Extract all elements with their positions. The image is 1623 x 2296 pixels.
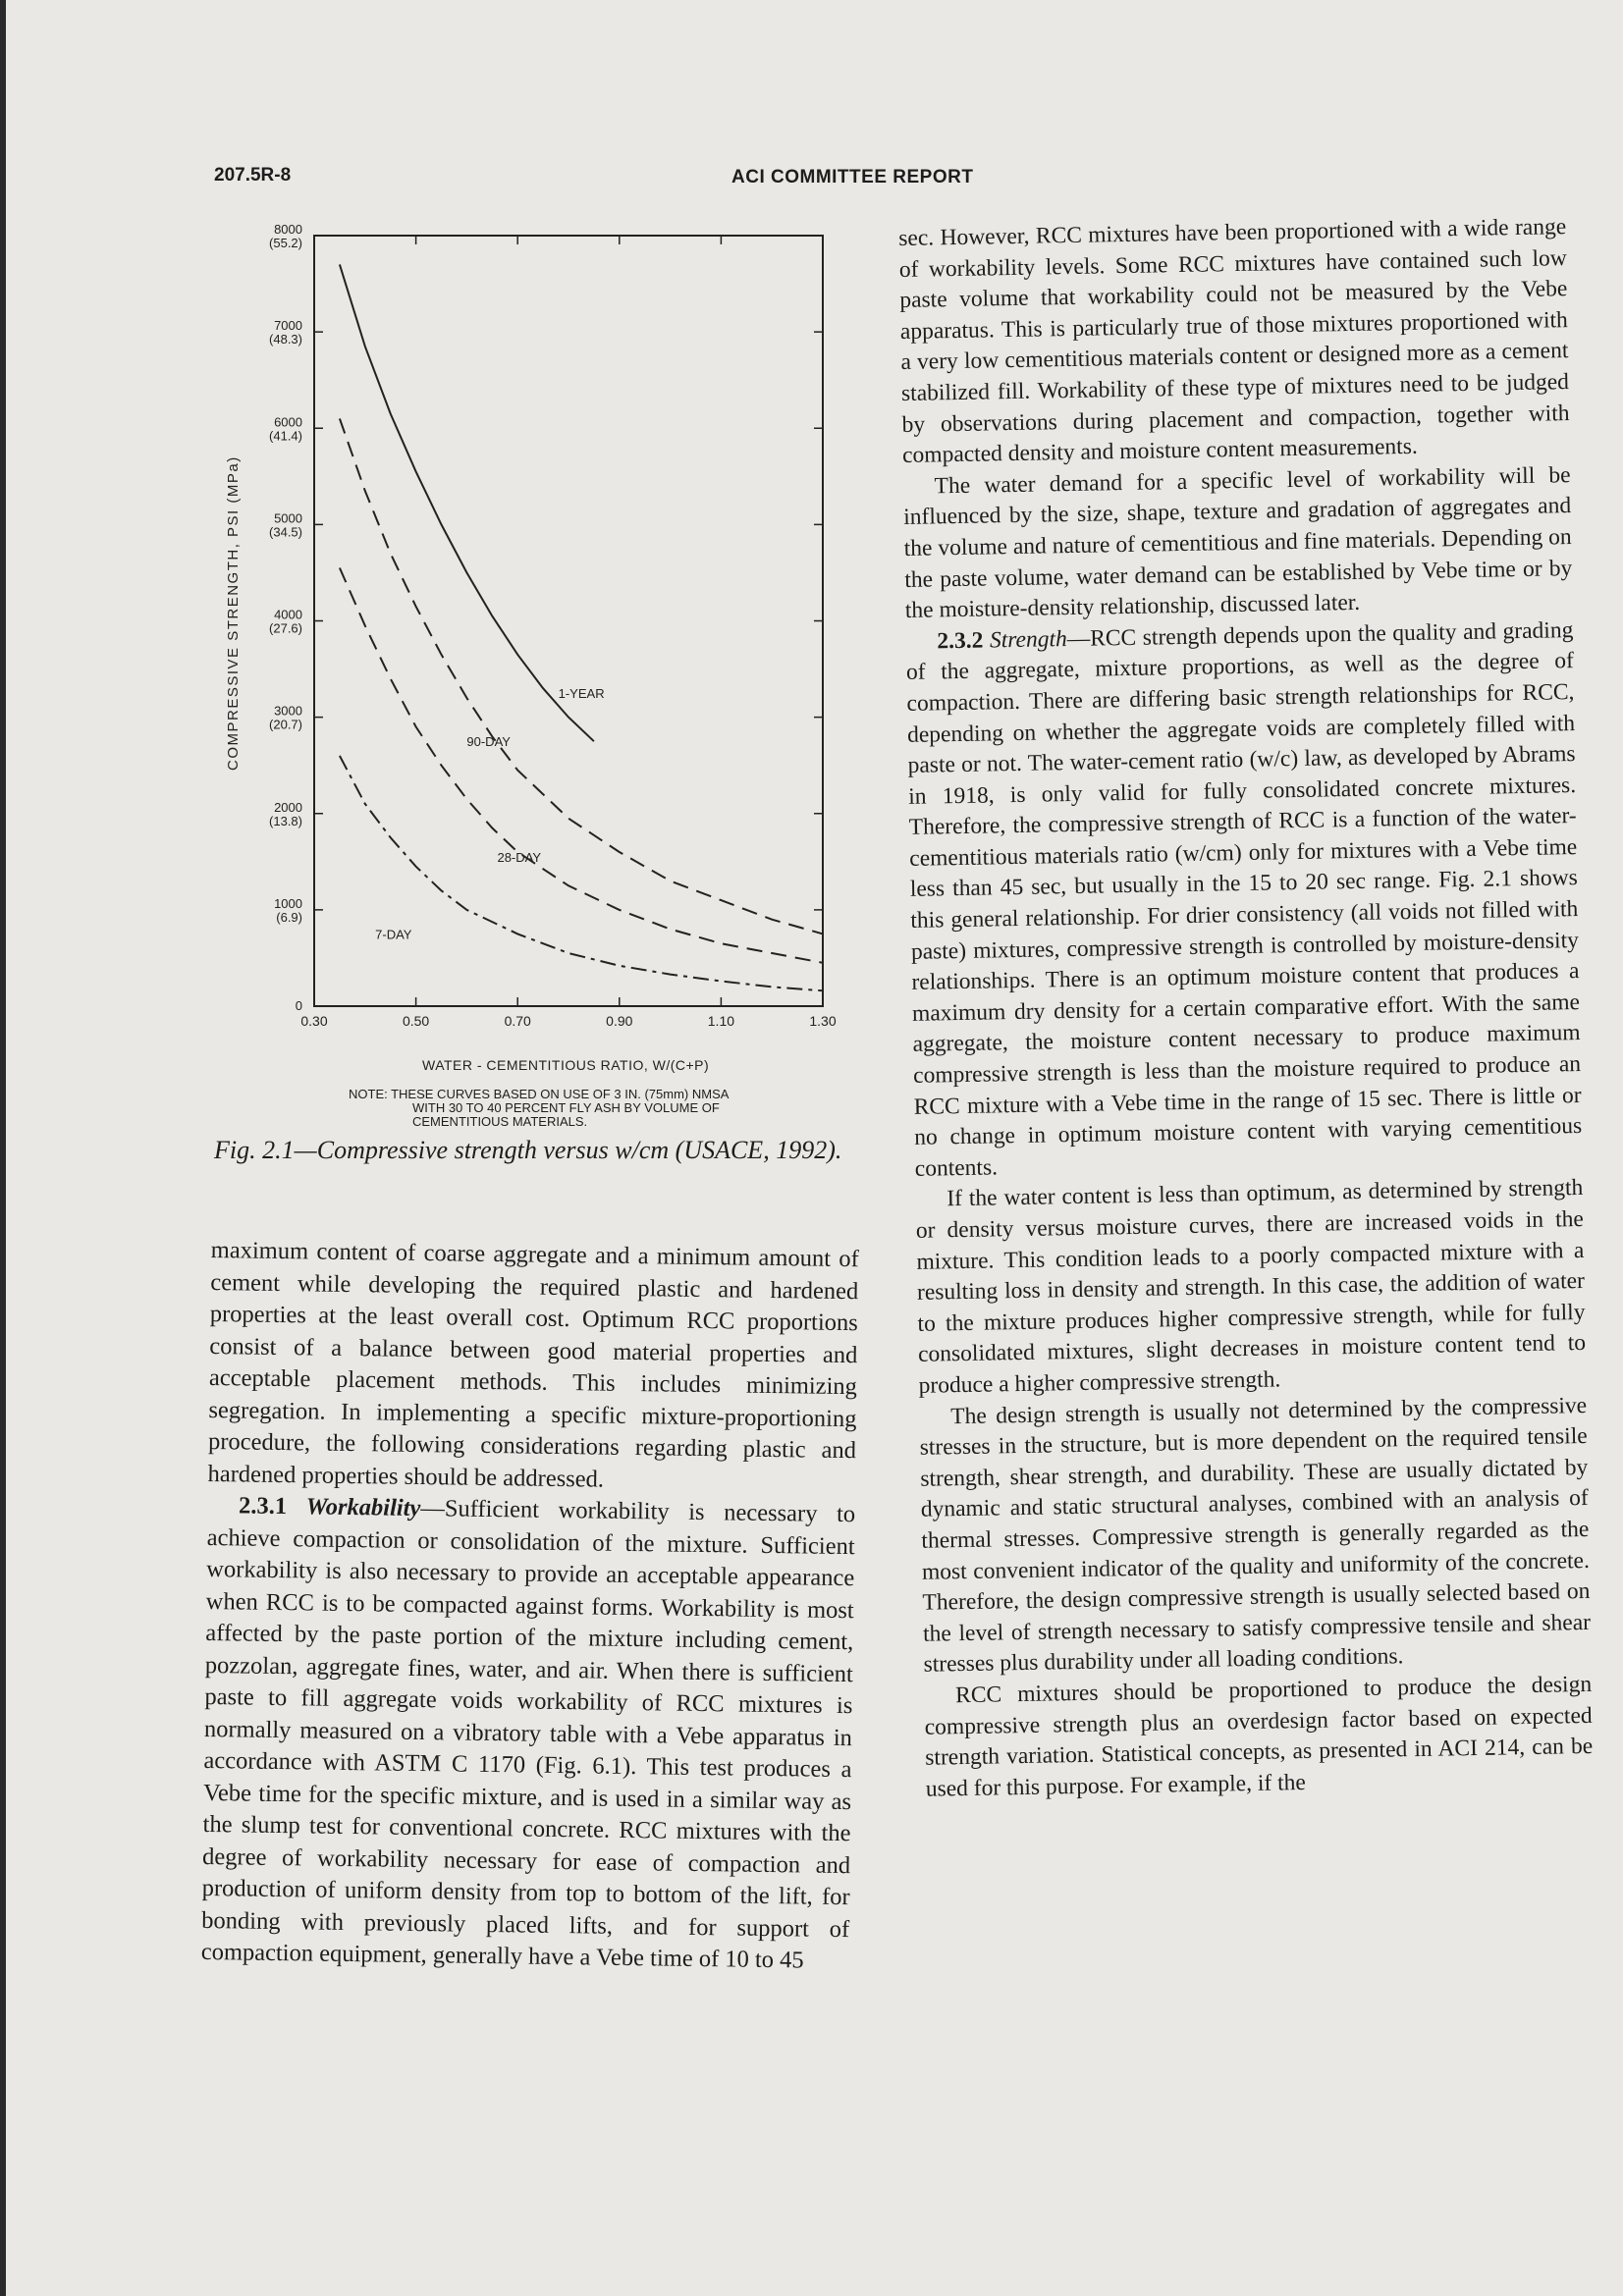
figure-caption: Fig. 2.1—Compressive strength versus w/cm (USACE, 1992). bbox=[214, 1136, 842, 1164]
y-tick-label: 3000 bbox=[274, 703, 302, 719]
curve-label: 7-DAY bbox=[375, 927, 412, 942]
paragraph: —Sufficient workability is necessary to achieve compaction or consolidation of the mixture. Sufficient workability is also necessary to provide an acceptable appearance when RCC is to be compacted against forms. Workability is most affected by the paste portion of the mixture including cement, pozzolan, aggregate fines, water, and air. When there is sufficient paste to fill aggregate voids workability of RCC mixtures is normally measured on a vibratory table with a Vebe apparatus in accordance with ASTM C 1170 (Fig. 6.1). This test produces a Vebe time for the specific mixture, and is used in a similar way as the slump test for conventional concrete. RCC mixtures with the degree of workability necessary for ease of compaction and production of uniform density from top to bottom of the lift, for bonding with previously placed lifts, and for support of compaction equipment, generally have a Vebe time of 10 to 45 bbox=[200, 1495, 856, 1974]
compressive-strength-chart bbox=[216, 221, 864, 1085]
y-tick-label: 4000 bbox=[274, 607, 302, 622]
y-tick-label-mpa: (34.5) bbox=[269, 524, 302, 540]
y-tick-label: 2000 bbox=[274, 799, 302, 815]
series-line bbox=[340, 264, 594, 741]
plot-frame bbox=[314, 236, 823, 1006]
y-tick-label-mpa: (27.6) bbox=[269, 620, 302, 636]
y-tick-label: 8000 bbox=[274, 222, 302, 237]
y-tick-label-mpa: (6.9) bbox=[276, 909, 302, 925]
y-tick-label: 5000 bbox=[274, 510, 302, 526]
x-tick-label: 0.30 bbox=[300, 1013, 328, 1029]
left-column bbox=[201, 1235, 859, 1978]
y-tick-label-mpa: (20.7) bbox=[269, 717, 302, 732]
section-number: 2.3.1 bbox=[238, 1492, 288, 1521]
curve-label: 90-DAY bbox=[466, 734, 511, 750]
x-tick-label: 0.70 bbox=[504, 1013, 531, 1029]
paragraph: sec. However, RCC mixtures have been proportioned with a wide range of workability levels. Some RCC mixtures have contained such low paste volume that workability could not be measured by the Vebe apparatus. This is particularly true of those mixtures proportioned with a very low cementitious materials content or designed more as a cement stabilized fill. Workability of these type of mixtures need to be judged by observations during placement and compaction, together with compacted density and moisture content measurements. bbox=[898, 214, 1570, 469]
figure-note-line: WITH 30 TO 40 PERCENT FLY ASH BY VOLUME OF bbox=[412, 1100, 720, 1115]
paragraph: —RCC strength depends upon the quality and grading of the aggregate, mixture proportions, as well as the degree of compaction. There are differing basic strength relationships for RCC, depending on whether the aggregate voids are completely filled with paste or not. The water-cement ratio (w/c) law, as developed by Abrams in 1918, is only valid for fully consolidated concrete mixtures. Therefore, the compressive strength of RCC is a function of the water-cementitious materials ratio (w/cm) only for mixtures with a Vebe time less than 45 sec, but usually in the 15 to 20 sec range. Fig. 2.1 shows this general relationship. For drier consistency (all voids not filled with paste) mixtures, compressive strength is controlled by moisture-density relationships. There is an optimum moisture content that produces a maximum dry density for a certain comparative effort. With the same aggregate, the moisture content necessary to produce maximum compressive strength is less than the moisture required to produce an RCC mixture with a Vebe time in the range of 15 sec. There is little or no change in optimum moisture content with varying cementitious contents. bbox=[905, 616, 1583, 1182]
running-title: ACI COMMITTEE REPORT bbox=[731, 167, 974, 187]
figure-note-line: CEMENTITIOUS MATERIALS. bbox=[412, 1114, 588, 1129]
paragraph: RCC mixtures should be proportioned to produce the design compressive strength plus an overdesign factor based on expected strength variation. Statistical concepts, as presented in ACI 214, can be used for this purpose. For example, if the bbox=[924, 1671, 1594, 1802]
section-2-3-2 bbox=[905, 615, 1583, 1185]
series-line bbox=[340, 568, 823, 963]
figure-2-1 bbox=[216, 221, 864, 1085]
section-2-3-1 bbox=[201, 1490, 856, 1978]
x-axis-label: WATER - CEMENTITIOUS RATIO, W/(C+P) bbox=[422, 1057, 710, 1073]
figure-note-line: NOTE: THESE CURVES BASED ON USE OF 3 IN. (75mm) NMSA bbox=[349, 1087, 730, 1101]
section-number: 2.3.2 bbox=[937, 627, 984, 655]
paragraph: The water demand for a specific level of workability will be influenced by the size, shape, texture and gradation of aggregates and the volume and nature of cementitious and fine materials. Depending on the paste volume, water demand can be established by Vebe time or by the moisture-density relationship, discussed later. bbox=[902, 461, 1573, 624]
paragraph: The design strength is usually not determined by the compressive stresses in the structure, but is more dependent on the required tensile strength, shear strength, and durability. These are usually dictated by dynamic and static structural analyses, combined with an analysis of thermal stresses. Compressive strength is generally regarded as the most convenient indicator of the quality and uniformity of the concrete. Therefore, the design compressive strength is usually selected based on the level of strength necessary to satisfy compressive tensile and shear stresses plus durability under all loading conditions. bbox=[919, 1392, 1592, 1679]
curve-label: 28-DAY bbox=[497, 849, 542, 865]
series-line bbox=[340, 756, 823, 990]
page-number: 207.5R-8 bbox=[214, 165, 292, 186]
y-tick-label: 1000 bbox=[274, 895, 302, 911]
section-title: Workability bbox=[305, 1493, 421, 1522]
series-line bbox=[340, 418, 823, 934]
y-tick-label: 7000 bbox=[274, 318, 302, 334]
figure-note bbox=[349, 1088, 729, 1129]
section-title: Strength bbox=[989, 625, 1067, 654]
right-column bbox=[898, 212, 1594, 1805]
curve-label: 1-YEAR bbox=[558, 686, 605, 701]
y-tick-label-mpa: (48.3) bbox=[269, 332, 302, 347]
y-axis-label: COMPRESSIVE STRENGTH, PSI (MPa) bbox=[225, 455, 242, 771]
paragraph: maximum content of coarse aggregate and a minimum amount of cement while developing the required plastic and hardened properties at the least overall cost. Optimum RCC proportions consist of a balance between good material properties and acceptable placement methods. This includes minimizing segregation. In implementing a specific mixture-proportioning procedure, the following considerations regarding plastic and hardened properties should be addressed. bbox=[207, 1236, 859, 1493]
x-tick-label: 0.50 bbox=[402, 1013, 430, 1029]
y-tick-label-mpa: (41.4) bbox=[269, 428, 302, 444]
y-tick-label-mpa: (55.2) bbox=[269, 236, 302, 250]
y-tick-label-mpa: (13.8) bbox=[269, 813, 302, 828]
y-tick-label: 6000 bbox=[274, 414, 302, 430]
y-tick-label: 0 bbox=[295, 998, 302, 1013]
paragraph: If the water content is less than optimum, as determined by strength or density versus moisture curves, there are increased voids in the mixture. This condition leads to a poorly compacted mixture with a resulting loss in density and strength. In this case, the addition of water to the mixture produces higher compressive strength, while for fully consolidated mixtures, slight decreases in moisture content tend to produce a higher compressive strength. bbox=[915, 1175, 1587, 1399]
x-tick-label: 1.10 bbox=[707, 1013, 735, 1029]
x-tick-label: 0.90 bbox=[606, 1013, 633, 1029]
x-tick-label: 1.30 bbox=[809, 1013, 837, 1029]
scan-edge bbox=[0, 0, 6, 2296]
